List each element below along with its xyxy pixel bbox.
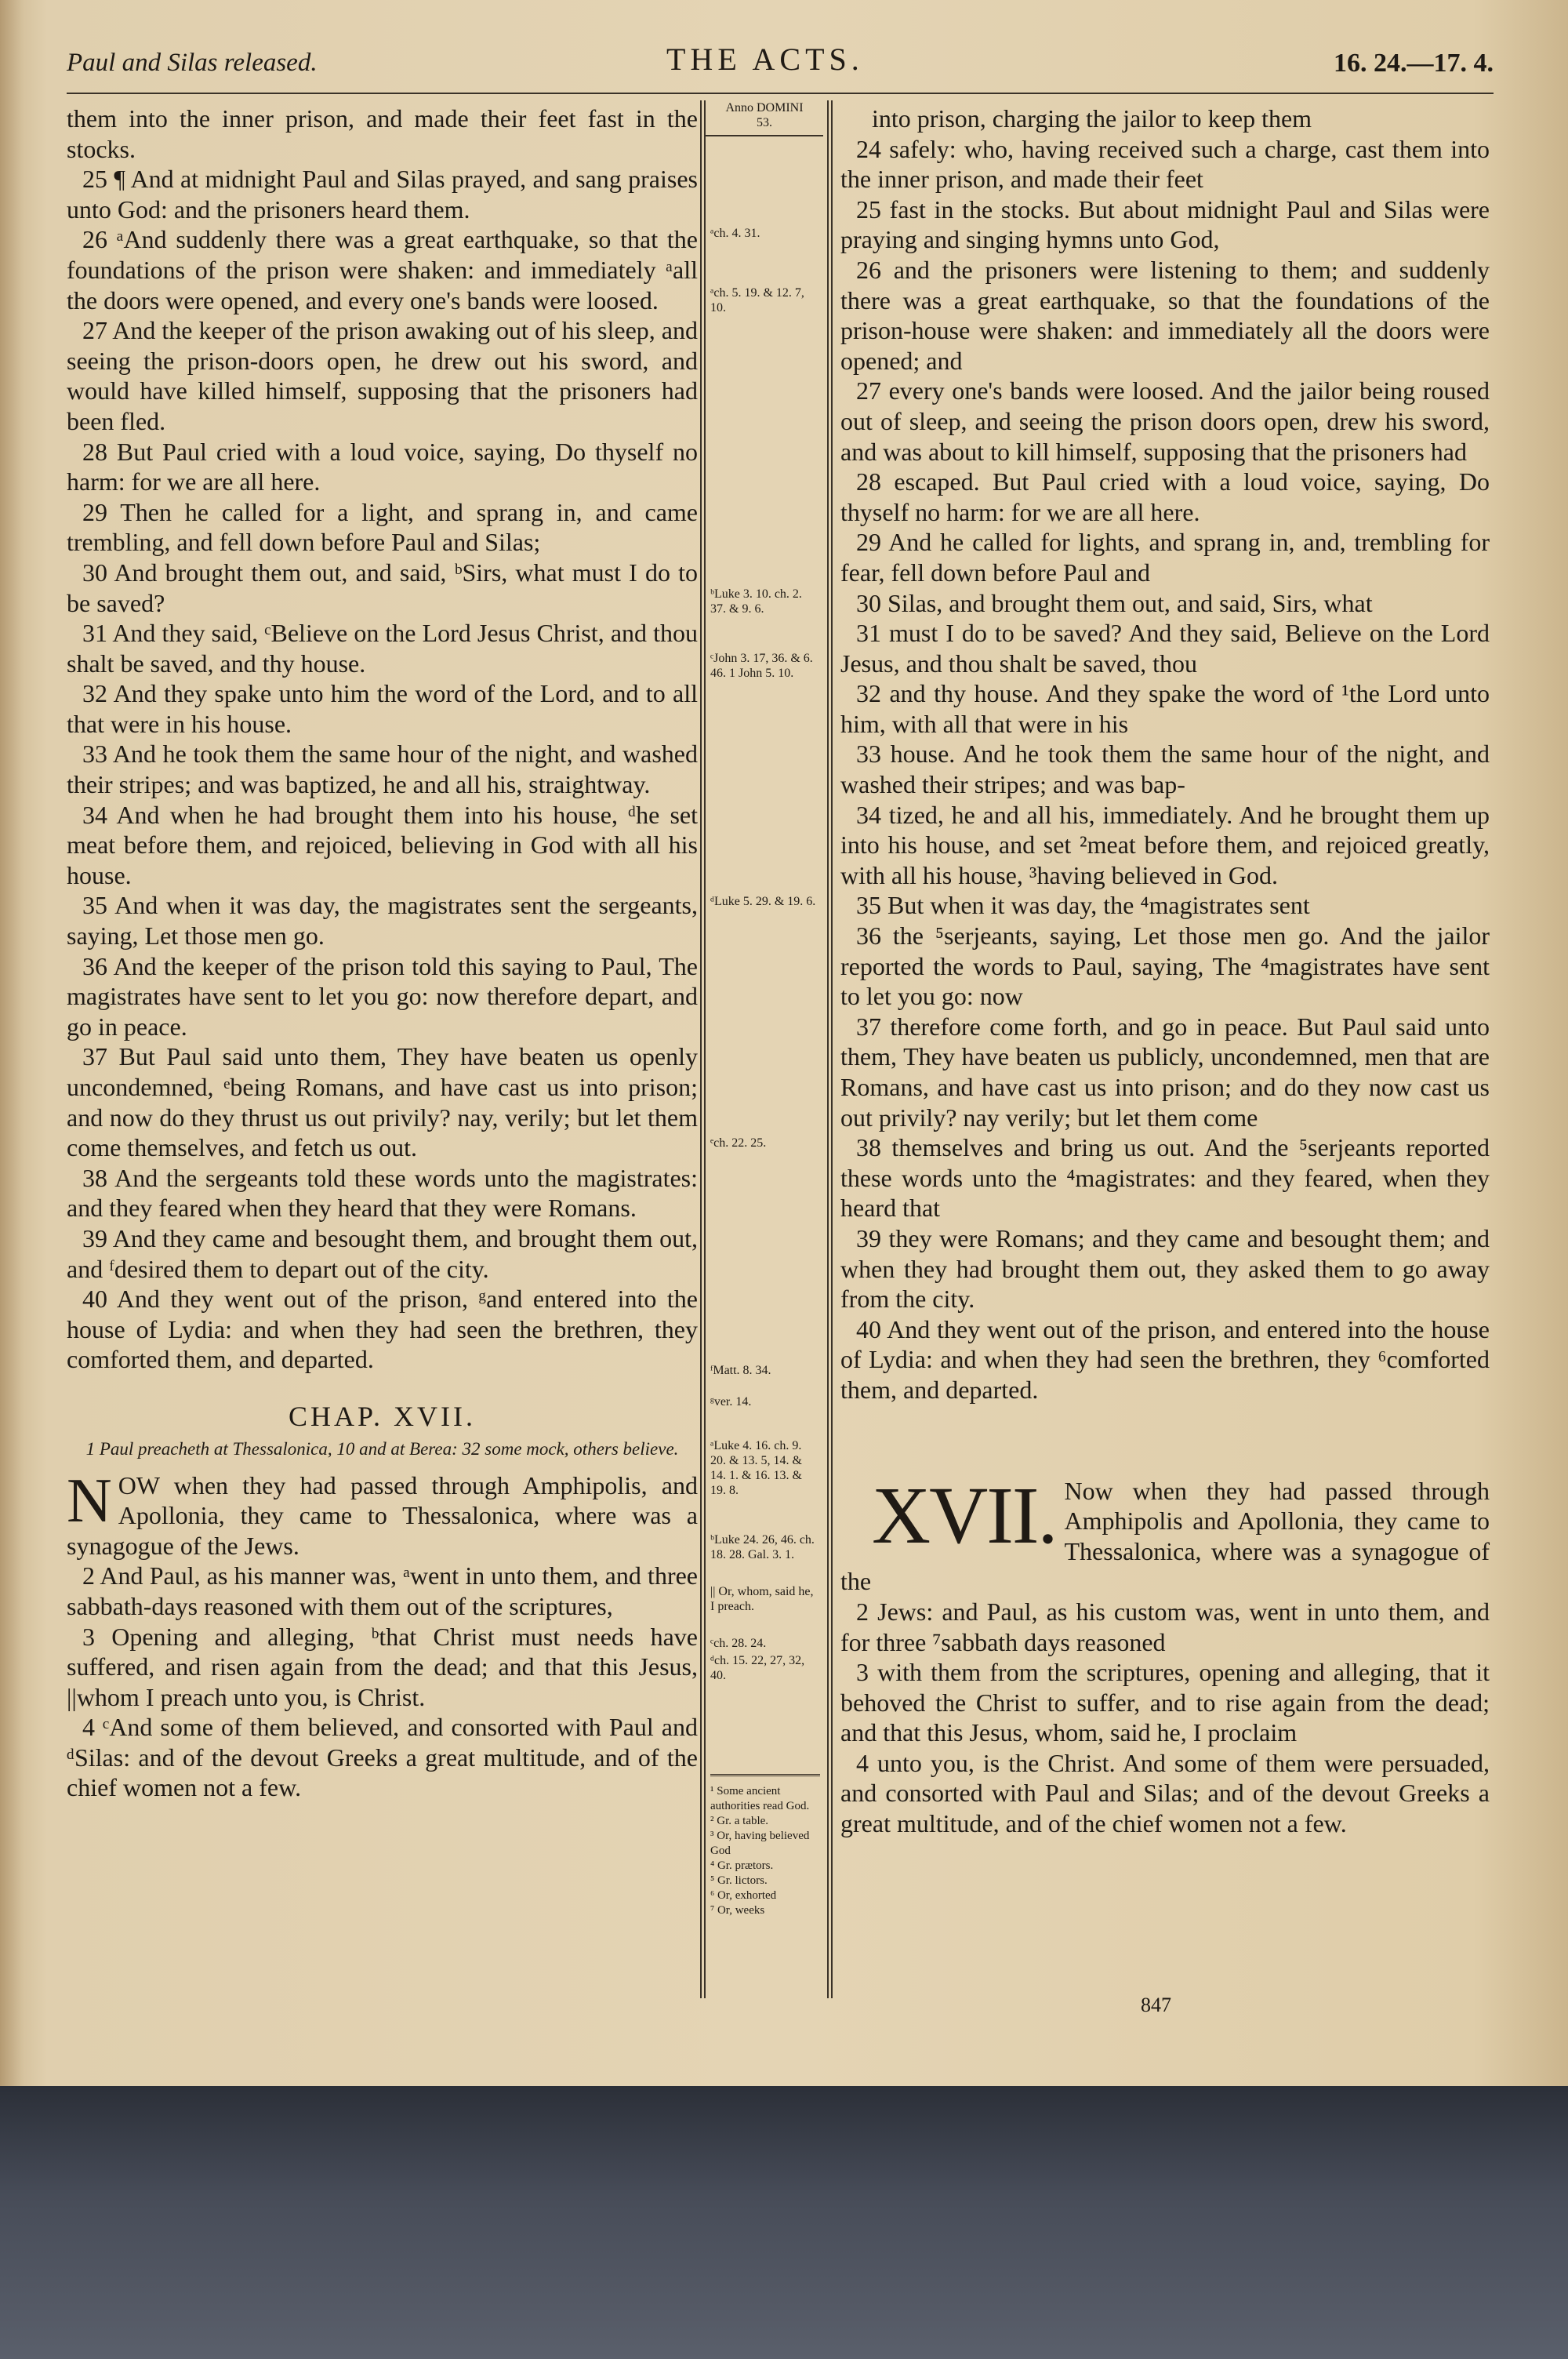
chapter-gap — [840, 1405, 1490, 1476]
footnote: ⁵ Gr. lictors. — [710, 1874, 768, 1887]
book-title: THE ACTS. — [666, 42, 864, 77]
verse: 2 Jews: and Paul, as his custom was, went in unto them, and for three ⁷sabbath days reasoned — [840, 1597, 1490, 1656]
verse: 36 the ⁵serjeants, saying, Let those men go. And the jailor reported the words to Paul, saying, The ⁴magistrates have sent to let you go: now — [840, 921, 1490, 1011]
cross-reference: ᵈLuke 5. 29. & 19. 6. — [710, 895, 816, 908]
verse: 40 And they went out of the prison, and entered into the house of Lydia: and when they had seen the brethren, they ⁶comforted them, and departed. — [840, 1314, 1490, 1404]
cross-reference: ᵃch. 4. 31. — [710, 227, 760, 240]
verse: 24 safely: who, having received such a charge, cast them into the inner prison, and made their feet — [840, 134, 1490, 194]
verse: 3 with them from the scriptures, opening and alleging, that it behoved the Christ to suffer, and to rise again from the dead; and that this Jesus, whom, said he, I proclaim — [840, 1658, 1490, 1747]
cross-reference: ᵃch. 5. 19. & 12. 7, 10. — [710, 286, 804, 314]
verse: 28 escaped. But Paul cried with a loud voice, saying, Do thyself no harm: for we are all here. — [840, 467, 1490, 526]
cross-reference: || Or, whom, said he, I preach. — [710, 1585, 814, 1613]
verse: 30 And brought them out, and said, ᵇSirs, what must I do to be saved? — [67, 558, 698, 617]
header-rule — [67, 93, 1494, 94]
column-rule — [700, 100, 702, 1998]
anno-label: Anno DOMINI — [725, 101, 804, 114]
cross-reference: ᵇLuke 24. 26, 46. ch. 18. 28. Gal. 3. 1. — [710, 1533, 815, 1561]
verse: 26 and the prisoners were listening to them; and suddenly there was a great earthquake, so that the foundations of the prison-house were shaken: and immediately all the doors were opened; and — [840, 255, 1490, 375]
cross-reference: ᵈch. 15. 22, 27, 32, 40. — [710, 1654, 805, 1682]
verse: 32 and thy house. And they spake the word of ¹the Lord unto him, with all that were in his — [840, 679, 1490, 738]
verse: 35 But when it was day, the ⁴magistrates sent — [856, 891, 1310, 920]
footnote: ¹ Some ancient authorities read God. — [710, 1785, 810, 1812]
chapter-numeral: XVII. — [872, 1470, 1057, 1561]
verse: OW when they had passed through Amphipolis, and Apollonia, they came to Thessalonica, where was a synagogue of the Jews. — [67, 1470, 698, 1560]
verse: 37 But Paul said unto them, They have beaten us openly uncondemned, ᵉbeing Romans, and have cast us into prison; and now do they thrust us out privily? nay, verily; but let them come themselves, and fetch us out. — [67, 1042, 698, 1162]
column-rule — [831, 100, 833, 1998]
cross-reference: ᵇLuke 3. 10. ch. 2. 37. & 9. 6. — [710, 587, 802, 616]
page-number: 847 — [1141, 1994, 1171, 2016]
revised-column — [840, 104, 1490, 1839]
kjv-column — [67, 104, 698, 1803]
running-head-left: Paul and Silas released. — [67, 49, 318, 77]
chapter-opening — [67, 1466, 698, 1561]
cross-reference: ᶜch. 28. 24. — [710, 1637, 767, 1650]
verse: 29 Then he called for a light, and sprang in, and came trembling, and fell down before Paul and Silas; — [67, 497, 698, 557]
chapter-opening — [840, 1470, 1490, 1597]
verse: 25 ¶ And at midnight Paul and Silas prayed, and sang praises unto God: and the prisoners heard them. — [67, 165, 698, 224]
verse: 27 every one's bands were loosed. And the jailor being roused out of sleep, and seeing the prison doors open, drew his sword, and was about to kill himself, supposing that the prisoners had — [840, 376, 1490, 466]
verse: them into the inner prison, and made their feet fast in the stocks. — [67, 104, 698, 163]
cross-reference: ᵃLuke 4. 16. ch. 9. 20. & 13. 5, 14. & 14. 1. & 16. 13. & 19. 8. — [710, 1439, 802, 1497]
footnote: ⁶ Or, exhorted — [710, 1889, 777, 1902]
verse: 34 And when he had brought them into his house, ᵈhe set meat before them, and rejoiced, believing in God with all his house. — [67, 800, 698, 889]
verse: 34 tized, he and all his, immediately. And he brought them up into his house, and set ²meat before them, and rejoiced greatly, with all his house, ³having believed in God. — [840, 800, 1490, 889]
verse: 30 Silas, and brought them out, and said, Sirs, what — [856, 588, 1373, 617]
verse: 32 And they spake unto him the word of the Lord, and to all that were in his house. — [67, 679, 698, 738]
verse: 31 And they said, ᶜBelieve on the Lord Jesus Christ, and thou shalt be saved, and thy house. — [67, 619, 698, 678]
footnote: ⁴ Gr. prætors. — [710, 1859, 774, 1872]
footnote: ⁷ Or, weeks — [710, 1904, 765, 1917]
verse: 40 And they went out of the prison, ᵍand entered into the house of Lydia: and when they had seen the brethren, they comforted them, and departed. — [67, 1285, 698, 1374]
verse: 3 Opening and alleging, ᵇthat Christ must needs have suffered, and risen again from the dead; and that this Jesus, ||whom I preach unto you, is Christ. — [67, 1622, 698, 1711]
verse: 27 And the keeper of the prison awaking out of his sleep, and seeing the prison-doors open, he drew out his sword, and would have killed himself, supposing that the prisoners had been fled. — [67, 316, 698, 435]
verse: 33 house. And he took them the same hour of the night, and washed their stripes; and was bap- — [840, 740, 1490, 799]
chapter-summary: 1 Paul preacheth at Thessalonica, 10 and at Berea: 32 some mock, others believe. — [85, 1438, 679, 1459]
verse: 2 And Paul, as his manner was, ᵃwent in unto them, and three sabbath-days reasoned with them out of the scriptures, — [67, 1561, 698, 1620]
verse: 35 And when it was day, the magistrates sent the sergeants, saying, Let those men go. — [67, 891, 698, 951]
column-rule — [827, 100, 829, 1998]
anno-year: 53. — [757, 116, 772, 129]
verse: 26 ᵃAnd suddenly there was a great earthquake, so that the foundations of the prison were shaken: and immediately ᵃall the doors were opened, and every one's bands were loosed. — [67, 225, 698, 314]
anno-domini — [706, 100, 823, 136]
verse: Now when they had passed through Amphipolis and Apollonia, they came to Thessalonica, where was a synagogue of the — [840, 1476, 1490, 1596]
cross-reference: ᵍver. 14. — [710, 1395, 752, 1408]
verse: 29 And he called for lights, and sprang in, and, trembling for fear, fell down before Paul and — [840, 528, 1490, 587]
verse: 25 fast in the stocks. But about midnight Paul and Silas were praying and singing hymns unto God, — [840, 194, 1490, 254]
chapter-heading: CHAP. XVII. — [288, 1400, 476, 1432]
column-rule — [704, 100, 706, 1998]
verse: 37 therefore come forth, and go in peace. But Paul said unto them, They have beaten us publicly, uncondemned, men that are Romans, and have cast us into prison; and do they now cast us out privily? nay verily; but let them come — [840, 1012, 1490, 1132]
verse: 33 And he took them the same hour of the night, and washed their stripes; and was baptized, he and all his, straightway. — [67, 740, 698, 799]
cross-reference: ᶜJohn 3. 17, 36. & 6. 46. 1 John 5. 10. — [710, 652, 813, 680]
cross-reference: ᵉch. 22. 25. — [710, 1136, 767, 1150]
footnotes — [710, 1774, 820, 1918]
verse: 4 unto you, is the Christ. And some of them were persuaded, and consorted with Paul and Silas; and of the devout Greeks a great multitude, and of the chief women not a few. — [840, 1748, 1490, 1838]
verse: 36 And the keeper of the prison told this saying to Paul, The magistrates have sent to let you go: now therefore depart, and go in peace. — [67, 951, 698, 1041]
verse: 31 must I do to be saved? And they said, Believe on the Lord Jesus, and thou shalt be saved, thou — [840, 619, 1490, 678]
verse: 38 themselves and bring us out. And the ⁵serjeants reported these words unto the ⁴magistrates: and they feared, when they heard that — [840, 1133, 1490, 1223]
verse: 28 But Paul cried with a loud voice, saying, Do thyself no harm: for we are all here. — [67, 437, 698, 496]
verse: 4 ᶜAnd some of them believed, and consorted with Paul and ᵈSilas: and of the devout Greeks a great multitude, and of the chief women not a few. — [67, 1713, 698, 1802]
verse: 38 And the sergeants told these words unto the magistrates: and they feared when they heard that they were Romans. — [67, 1163, 698, 1223]
verse: 39 they were Romans; and they came and besought them; and when they had brought them out, they asked them to go away from the city. — [840, 1223, 1490, 1314]
footnote: ² Gr. a table. — [710, 1815, 769, 1827]
footnote: ³ Or, having believed God — [710, 1830, 810, 1857]
verse: into prison, charging the jailor to keep them — [872, 104, 1312, 133]
drop-cap: N — [67, 1466, 112, 1536]
verse: 39 And they came and besought them, and brought them out, and ᶠdesired them to depart out of the city. — [67, 1223, 698, 1283]
background-surface — [0, 2086, 1568, 2359]
chapter-verse-range: 16. 24.—17. 4. — [1334, 49, 1494, 78]
cross-reference: ᶠMatt. 8. 34. — [710, 1364, 771, 1377]
reference-column — [706, 100, 823, 1682]
